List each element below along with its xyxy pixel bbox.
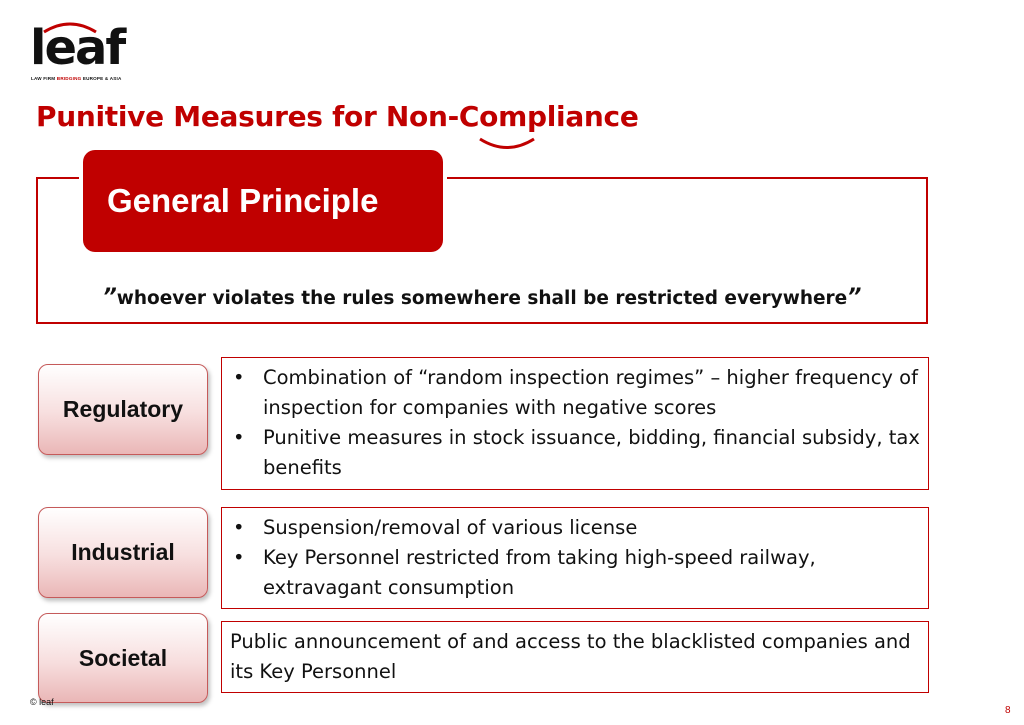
- principle-heading: [83, 150, 443, 252]
- category-label: Societal: [78, 644, 168, 671]
- list-item: [230, 423, 920, 483]
- category-societal: [38, 613, 208, 703]
- quote-text: whoever violates the rules somewhere shall be restricted everywhere: [116, 288, 848, 309]
- category-regulatory: [38, 364, 208, 455]
- logo-tagline: LAW FIRM BRIDGING EUROPE & ASIA: [31, 76, 122, 81]
- category-label: Regulatory: [62, 396, 184, 422]
- industrial-panel: [221, 507, 929, 609]
- bullet: •: [233, 426, 245, 449]
- list-item: [230, 363, 920, 423]
- copyright: © leaf: [30, 697, 54, 707]
- bullet-text: Suspension/removal of various license: [263, 516, 638, 539]
- bullet-text: Combination of “random inspection regimes” – higher frequency of inspection for companies with negative scores: [263, 366, 918, 419]
- slide-title: Punitive Measures for Non-Compliance: [36, 100, 639, 133]
- leaf-logo: [30, 20, 150, 82]
- regulatory-panel: [221, 357, 929, 490]
- principle-quote: ”whoever violates the rules somewhere shall be restricted everywhere”: [102, 285, 862, 310]
- category-industrial: [38, 507, 208, 598]
- category-label: Industrial: [71, 539, 175, 565]
- principle-label: General Principle: [107, 182, 379, 219]
- logo-wordmark: leaf: [30, 20, 125, 76]
- bullet-text: Key Personnel restricted from taking high-speed railway, extravagant consumption: [263, 546, 816, 599]
- bullet: •: [233, 516, 245, 539]
- bullet: •: [233, 546, 245, 569]
- bullet: •: [233, 366, 245, 389]
- bullet-text: Punitive measures in stock issuance, bidding, financial subsidy, tax benefits: [263, 426, 920, 479]
- page-number: 8: [1005, 705, 1011, 716]
- title-arc-icon: [478, 136, 536, 152]
- societal-panel: [221, 621, 929, 693]
- societal-text: Public announcement of and access to the blacklisted companies and its Key Personnel: [230, 630, 911, 683]
- list-item: [230, 543, 920, 603]
- list-item: [230, 513, 920, 543]
